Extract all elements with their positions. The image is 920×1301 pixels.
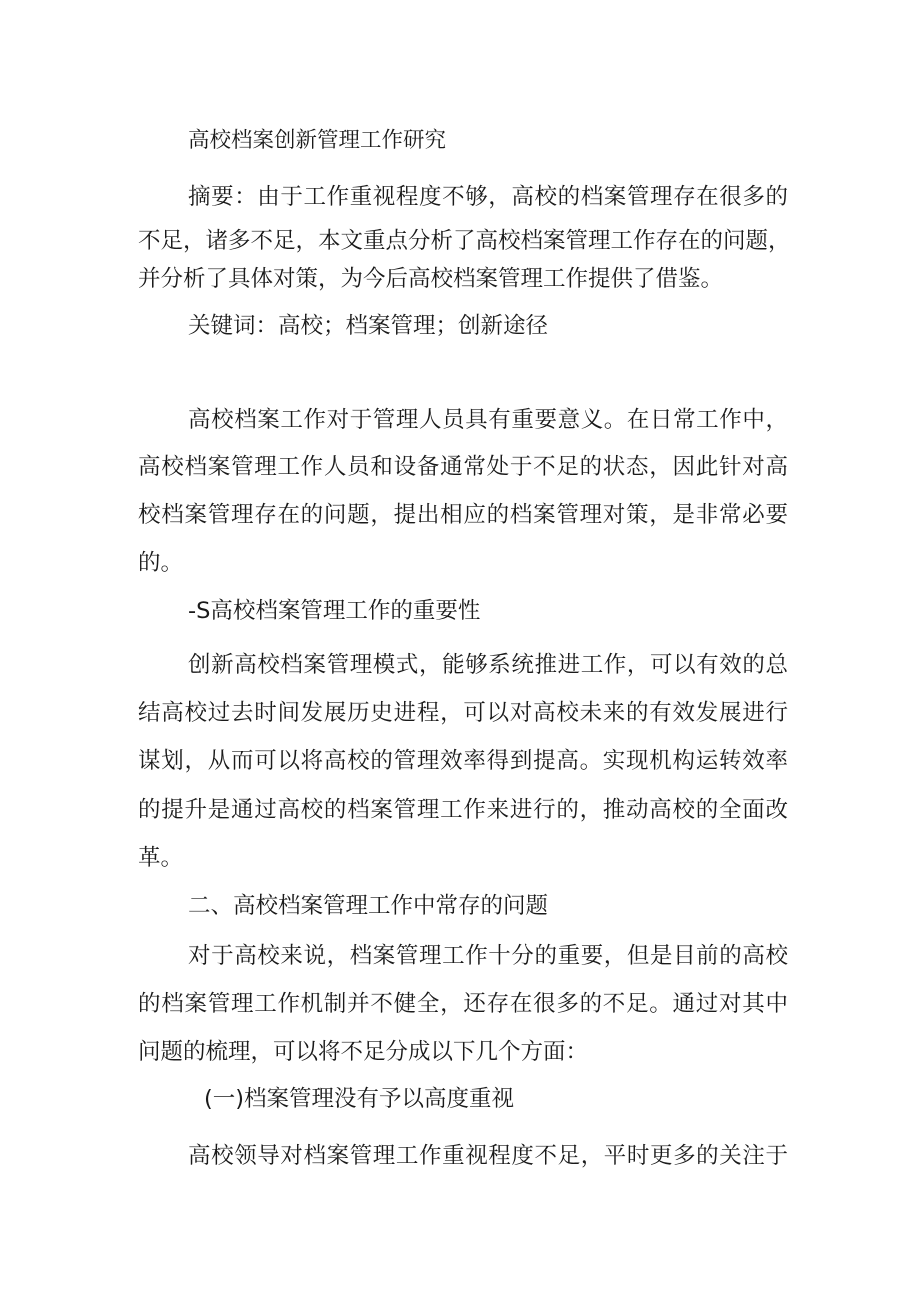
document-title: 高校档案创新管理工作研究	[188, 128, 447, 153]
paragraph-line: 的提升是通过高校的档案管理工作来进行的，推动高校的全面改	[138, 797, 788, 823]
paragraph-line: 问题的梳理，可以将不足分成以下几个方面：	[138, 1039, 589, 1065]
paragraph-line: 结高校过去时间发展历史进程，可以对高校未来的有效发展进行	[138, 700, 788, 726]
paragraph-line: 校档案管理存在的问题，提出相应的档案管理对策，是非常必要	[138, 502, 788, 528]
paragraph-line: 对于高校来说，档案管理工作十分的重要，但是目前的高校	[188, 943, 788, 969]
abstract-line: 摘要：由于工作重视程度不够，高校的档案管理存在很多的	[188, 184, 788, 210]
paragraph-line: 革。	[138, 845, 184, 871]
section-heading: -S高校档案管理工作的重要性	[188, 598, 481, 624]
subsection-heading: (一)档案管理没有予以高度重视	[204, 1086, 515, 1112]
paragraph-line: 高校领导对档案管理工作重视程度不足，平时更多的关注于	[188, 1143, 788, 1169]
paragraph-line: 的。	[138, 550, 184, 576]
section-heading: 二、高校档案管理工作中常存的问题	[188, 893, 549, 919]
paragraph-line: 创新高校档案管理模式，能够系统推进工作，可以有效的总	[188, 652, 788, 678]
keywords: 关键词：高校；档案管理；创新途径	[188, 313, 549, 339]
abstract-line: 不足，诸多不足，本文重点分析了高校档案管理工作存在的问题，	[138, 228, 791, 254]
paragraph-line: 高校档案管理工作人员和设备通常处于不足的状态，因此针对高	[138, 454, 788, 480]
abstract-line: 并分析了具体对策，为今后高校档案管理工作提供了借鉴。	[138, 266, 724, 292]
paragraph-line: 的档案管理工作机制并不健全，还存在很多的不足。通过对其中	[138, 991, 788, 1017]
paragraph-line: 谋划，从而可以将高校的管理效率得到提高。实现机构运转效率	[138, 748, 788, 774]
paragraph-line: 高校档案工作对于管理人员具有重要意义。在日常工作中，	[188, 407, 788, 433]
